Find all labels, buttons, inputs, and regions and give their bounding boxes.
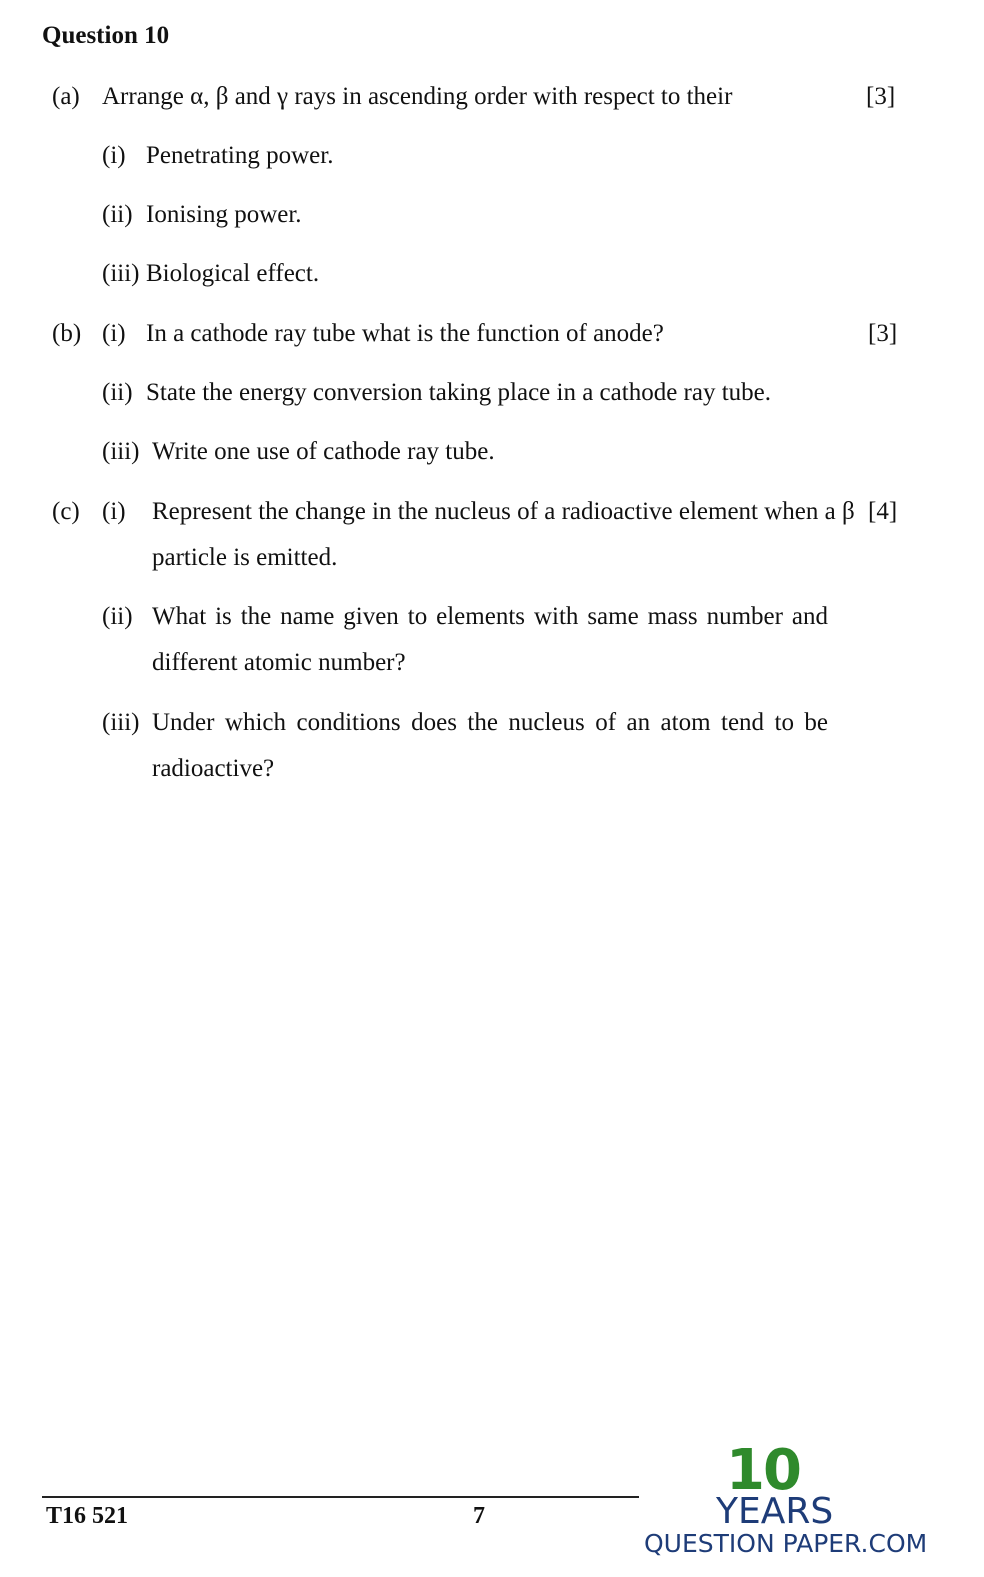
- part-b-marks: [3]: [868, 320, 898, 347]
- part-b-item-text: In a cathode ray tube what is the function of anode?: [146, 320, 664, 347]
- part-a-item-num: (i): [102, 142, 126, 169]
- part-a-item-text: Penetrating power.: [146, 142, 334, 169]
- part-a-item-num: (ii): [102, 201, 133, 228]
- part-a-item-text: Ionising power.: [146, 201, 302, 228]
- part-b-item-num: (iii): [102, 438, 140, 465]
- footer-paper-code: T16 521: [46, 1503, 129, 1529]
- part-a-text: Arrange α, β and γ rays in ascending order with respect to their: [102, 83, 733, 110]
- part-c-item-num: (ii): [102, 603, 133, 630]
- part-b-item-num: (i): [102, 320, 126, 347]
- logo-number: 10: [726, 1438, 800, 1503]
- part-a-marks: [3]: [866, 83, 896, 110]
- part-b-item-text: Write one use of cathode ray tube.: [152, 438, 495, 465]
- logo-site: QUESTION PAPER.COM: [644, 1529, 928, 1558]
- part-b-item-num: (ii): [102, 379, 133, 406]
- part-c-item-num: (i): [102, 498, 126, 525]
- part-c-marks: [4]: [868, 498, 898, 525]
- part-c-item-num: (iii): [102, 709, 140, 736]
- part-b-label: (b): [52, 320, 82, 347]
- part-c-item-line1: Under which conditions does the nucleus of an atom tend to be: [152, 709, 828, 736]
- footer-rule: [42, 1496, 639, 1498]
- part-a-item-text: Biological effect.: [146, 260, 320, 287]
- part-c-item-line2: particle is emitted.: [152, 544, 338, 571]
- footer-page-number: 7: [473, 1503, 485, 1529]
- part-c-item-line1: What is the name given to elements with same mass number and: [152, 603, 828, 630]
- part-a-item-num: (iii): [102, 260, 140, 287]
- part-c-item-line2: radioactive?: [152, 755, 275, 782]
- question-title: Question 10: [42, 22, 170, 49]
- part-c-item-line1: Represent the change in the nucleus of a radioactive element when a β: [152, 498, 855, 525]
- part-c-label: (c): [52, 498, 80, 525]
- part-c-item-line2: different atomic number?: [152, 649, 406, 676]
- part-a-label: (a): [52, 83, 80, 110]
- logo-years: YEARS: [716, 1491, 834, 1532]
- part-b-item-text: State the energy conversion taking place in a cathode ray tube.: [146, 379, 771, 406]
